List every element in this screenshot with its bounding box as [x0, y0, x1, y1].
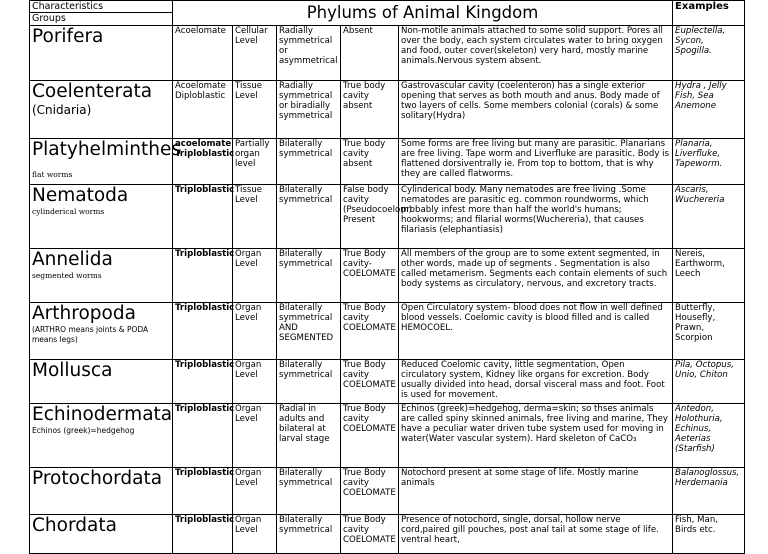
germ-layer-cell: Triploblastic: [173, 515, 233, 554]
page-title: Phylums of Animal Kingdom: [173, 1, 673, 26]
body-cavity-cell: True Body cavity COELOMATE: [341, 303, 399, 360]
symmetry-cell: Bilaterally symmetrical: [277, 139, 341, 185]
examples-cell: Hydra , Jelly Fish, Sea Anemone: [673, 81, 745, 139]
phylum-name: Mollusca: [32, 360, 113, 381]
phylum-name: Echinodermata: [32, 404, 173, 425]
examples-cell: Fish, Man, Birds etc.: [673, 515, 745, 554]
table-row: [30, 404, 745, 468]
symmetry-cell: Bilaterally symmetrical: [277, 249, 341, 303]
symmetry-cell: Radial in adults and bilateral at larval stage: [277, 404, 341, 468]
germ-layer-cell: Triploblastic: [173, 360, 233, 404]
phylum-note: segmented worms: [32, 271, 102, 280]
phylum-cell: [30, 303, 173, 360]
body-cavity-cell: True Body cavity COELOMATE: [341, 404, 399, 468]
organization-level-cell: Organ Level: [233, 360, 277, 404]
phylum-name: Arthropoda: [32, 303, 136, 324]
body-cavity-cell: True body cavity absent: [341, 139, 399, 185]
germ-layer-cell: Triploblastic: [173, 468, 233, 515]
table-row: [30, 249, 745, 303]
germ-layer-cell: Triploblastic: [173, 404, 233, 468]
examples-cell: Pila, Octopus, Unio, Chiton: [673, 360, 745, 404]
description-cell: Non-motile animals attached to some solid support. Pores all over the body, each system circulates water to bring oxygen and food, outer cover(skeleton) very hard, mostly marine animals.Nervous system absent.: [399, 26, 673, 81]
examples-cell: Butterfly, Housefly, Prawn, Scorpion: [673, 303, 745, 360]
phylum-alt-name: (Cnidaria): [32, 103, 92, 117]
body-cavity-cell: True body cavity absent: [341, 81, 399, 139]
phylum-note: (ARTHRO means joints & PODA means legs): [32, 325, 149, 344]
organization-level-cell: Cellular Level: [233, 26, 277, 81]
examples-cell: Ascaris, Wuchereria: [673, 185, 745, 249]
body-cavity-cell: Absent: [341, 26, 399, 81]
table-row: [30, 139, 745, 185]
table-row: [30, 26, 745, 81]
phylum-cell: [30, 404, 173, 468]
symmetry-cell: Bilaterally symmetrical: [277, 515, 341, 554]
description-cell: Echinos (greek)=hedgehog, derma=skin; so thses animals are called spiny skinned animals, free living and marine, They have a peculiar water driven tube system used for moving in water(Water vascular system). Hard skeleton of CaCO₃: [399, 404, 673, 468]
description-cell: Cylinderical body. Many nematodes are free living .Some nematodes are parasitic eg. common roundworms, which probably infest more than half the world's humans; hookworms; and filarial worms(Wuchereria), that causes filariasis (elephantiasis): [399, 185, 673, 249]
phylum-cell: [30, 185, 173, 249]
symmetry-cell: Radially symmetrical or asymmetrical: [277, 26, 341, 81]
organization-level-cell: Organ Level: [233, 404, 277, 468]
organization-level-cell: Organ Level: [233, 468, 277, 515]
phylum-name: Annelida: [32, 249, 113, 270]
description-cell: Open Circulatory system- blood does not flow in well defined blood vessels. Coelomic cavity is blood filled and is called HEMOCOEL.: [399, 303, 673, 360]
examples-cell: Planaria, Liverfluke, Tapeworm.: [673, 139, 745, 185]
symmetry-cell: Bilaterally symmetrical: [277, 360, 341, 404]
phylum-name: Protochordata: [32, 468, 163, 489]
symmetry-cell: Radially symmetrical or biradially symmetrical: [277, 81, 341, 139]
germ-layer-cell: Triploblastic: [173, 303, 233, 360]
examples-header: Examples: [673, 1, 745, 26]
body-cavity-cell: True Body cavity COELOMATE: [341, 515, 399, 554]
organization-level-cell: Organ Level: [233, 515, 277, 554]
phylum-cell: [30, 249, 173, 303]
phylum-cell: [30, 26, 173, 81]
phylum-note: cylinderical worms: [32, 207, 105, 216]
examples-cell: Euplectella, Sycon, Spogilla.: [673, 26, 745, 81]
phylum-name: Porifera: [32, 26, 104, 47]
organization-level-cell: Organ Level: [233, 303, 277, 360]
phylum-cell: [30, 468, 173, 515]
symmetry-cell: Bilaterally symmetrical: [277, 185, 341, 249]
organization-level-cell: Tissue Level: [233, 185, 277, 249]
symmetry-cell: Bilaterally symmetrical AND SEGMENTED: [277, 303, 341, 360]
description-cell: Some forms are free living but many are parasitic. Planarians are free living. Tape worm and Liverfluke are parasitic. Body is flattened dorsiventrally ie. From top to bottom, that is why they are called flatworms.: [399, 139, 673, 185]
table-row: [30, 81, 745, 139]
phylum-name: Nematoda: [32, 185, 129, 206]
phylum-cell: [30, 139, 181, 185]
phylum-name: Chordata: [32, 515, 117, 536]
description-cell: Notochord present at some stage of life. Mostly marine animals: [399, 468, 673, 515]
germ-layer-cell: Acoelomate: [173, 26, 233, 81]
symmetry-cell: Bilaterally symmetrical: [277, 468, 341, 515]
organization-level-cell: Organ Level: [233, 249, 277, 303]
organization-level-cell: Tissue Level: [233, 81, 277, 139]
table-row: [30, 515, 745, 554]
description-cell: Reduced Coelomic cavity, little segmentation, Open circulatory system, Kidney like organs for excretion. Body usually divided into head, dorsal visceral mass and foot. Foot is used for movement.: [399, 360, 673, 404]
germ-layer-cell: acoelomate Triploblastic: [173, 139, 233, 185]
phylum-cell: [30, 81, 173, 139]
phylum-note: Echinos (greek)=hedgehog: [32, 426, 135, 435]
germ-layer-cell: Triploblastic: [173, 185, 233, 249]
phylum-table: [29, 0, 745, 554]
phylum-note: flat worms: [32, 170, 73, 179]
phylum-name: Platyhelminthes: [32, 139, 181, 160]
phylum-cell: [30, 515, 173, 554]
body-cavity-cell: False body cavity (Pseudocoelom) Present: [341, 185, 399, 249]
description-cell: All members of the group are to some extent segmented, in other words, made up of segments . Segmentation is also called metamerism. Segments each contain elements of such body systems as circulatory, nervous, and excretory tracts.: [399, 249, 673, 303]
description-cell: Presence of notochord, single, dorsal, hollow nerve cord,paired gill pouches, post anal tail at some stage of life. ventral heart,: [399, 515, 673, 554]
groups-header: Groups: [30, 13, 173, 26]
table-row: [30, 360, 745, 404]
body-cavity-cell: True Body cavity-COELOMATE: [341, 249, 399, 303]
examples-cell: Balanoglossus, Herdemania: [673, 468, 745, 515]
characteristics-header: Characteristics: [30, 1, 173, 13]
examples-cell: Antedon, Holothuria, Echinus, Aeterias (Starfish): [673, 404, 745, 468]
phylum-cell: [30, 360, 173, 404]
table-row: [30, 303, 745, 360]
phylum-name: Coelenterata: [32, 81, 153, 102]
examples-cell: Nereis, Earthworm, Leech: [673, 249, 745, 303]
body-cavity-cell: True Body cavity COELOMATE: [341, 468, 399, 515]
germ-layer-cell: Triploblastic: [173, 249, 233, 303]
table-row: [30, 185, 745, 249]
organization-level-cell: Partially organ level: [233, 139, 277, 185]
description-cell: Gastrovascular cavity (coelenteron) has a single exterior opening that serves as both mouth and anus. Body made of two layers of cells. Some members colonial (corals) & some solitary(Hydra): [399, 81, 673, 139]
germ-layer-cell: Acoelomate Diploblastic: [173, 81, 233, 139]
body-cavity-cell: True Body cavity COELOMATE: [341, 360, 399, 404]
table-row: [30, 468, 745, 515]
